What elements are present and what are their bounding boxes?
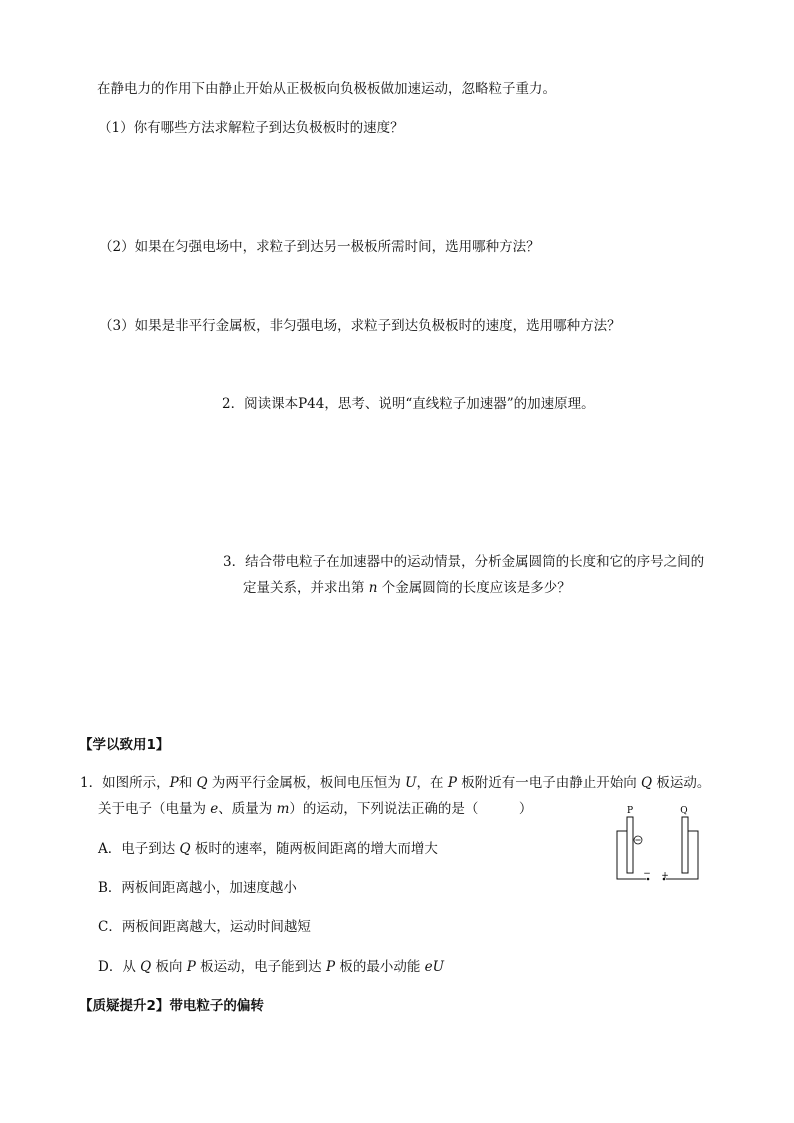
var-eU: eU (424, 959, 445, 975)
minus-sign: − (643, 869, 651, 879)
p1-l2-c: ）的运动，下列说法正确的是（ ） (289, 801, 533, 817)
label-Q: Q (680, 806, 688, 816)
var-m: m (276, 801, 290, 817)
var-Q-opt-d: Q (140, 959, 152, 975)
var-P2-opt-d: P (325, 959, 336, 975)
opt-d-text-b: 板向 (151, 959, 187, 975)
p1-text-f: 板运动。 (652, 775, 711, 791)
opt-d-text-c: 板运动，电子能到达 (195, 959, 326, 975)
var-Q-2: Q (641, 775, 653, 791)
var-P-2: P (447, 775, 457, 791)
var-Q-opt-a: Q (179, 841, 191, 857)
problem-1-line-1 (80, 774, 710, 792)
var-e: e (210, 801, 219, 817)
variable-n: n (368, 580, 378, 596)
label-P: P (626, 806, 634, 816)
p1-text-a: 1．如图所示， (80, 775, 170, 791)
item-3-line-2 (243, 579, 571, 597)
p1-l2-b: 、质量为 (218, 801, 277, 817)
var-U: U (405, 775, 417, 791)
item-3-text-b: 个金属圆筒的长度应该是多少？ (377, 580, 571, 596)
opt-d-text-d: 板的最小动能 (335, 959, 425, 975)
var-P: P (169, 775, 179, 791)
question-2: （2）如果在匀强电场中，求粒子到达另一极板所需时间，选用哪种方法？ (99, 239, 540, 255)
question-3: （3）如果是非平行金属板，非匀强电场，求粒子到达负极板时的速度，选用哪种方法？ (99, 318, 621, 334)
p1-text-d: ，在 (416, 775, 448, 791)
option-d (98, 958, 444, 976)
var-Q: Q (196, 775, 208, 791)
var-P-opt-d: P (186, 959, 196, 975)
question-1: （1）你有哪些方法求解粒子到达负极板时的速度？ (98, 120, 404, 136)
option-c: C．两板间距离越大，运动时间越短 (98, 919, 311, 935)
p1-l2-a: 关于电子（电量为 (98, 801, 211, 817)
opt-d-text-a: D．从 (98, 959, 141, 975)
problem-1-line-2 (98, 800, 532, 818)
option-b: B．两板间距离越小，加速度越小 (98, 880, 297, 896)
item-3-line-1: 3．结合带电粒子在加速器中的运动情景，分析金属圆筒的长度和它的序号之间的 (223, 554, 705, 570)
intro-text: 在静电力的作用下由静止开始从正极板向负极板做加速运动，忽略粒子重力。 (97, 81, 556, 97)
section-2-title: 【质疑提升2】带电粒子的偏转 (79, 998, 264, 1014)
item-2-text: 2．阅读课本P44，思考、说明“直线粒子加速器”的加速原理。 (222, 396, 595, 412)
p1-text-e: 板附近有一电子由静止开始向 (456, 775, 642, 791)
option-a (98, 840, 438, 858)
parallel-plates-figure (612, 802, 712, 884)
p1-text-b: 和 (178, 775, 197, 791)
plate-Q (682, 817, 688, 873)
opt-a-text-b: 板时的速率，随两板间距离的增大而增大 (190, 841, 438, 857)
section-1-title: 【学以致用1】 (79, 737, 170, 753)
opt-a-text-a: A．电子到达 (98, 841, 180, 857)
plus-sign: + (661, 871, 669, 881)
item-3-text-a: 定量关系，并求出第 (243, 580, 369, 596)
p1-text-c: 为两平行金属板，板间电压恒为 (207, 775, 406, 791)
plate-P (627, 817, 633, 873)
